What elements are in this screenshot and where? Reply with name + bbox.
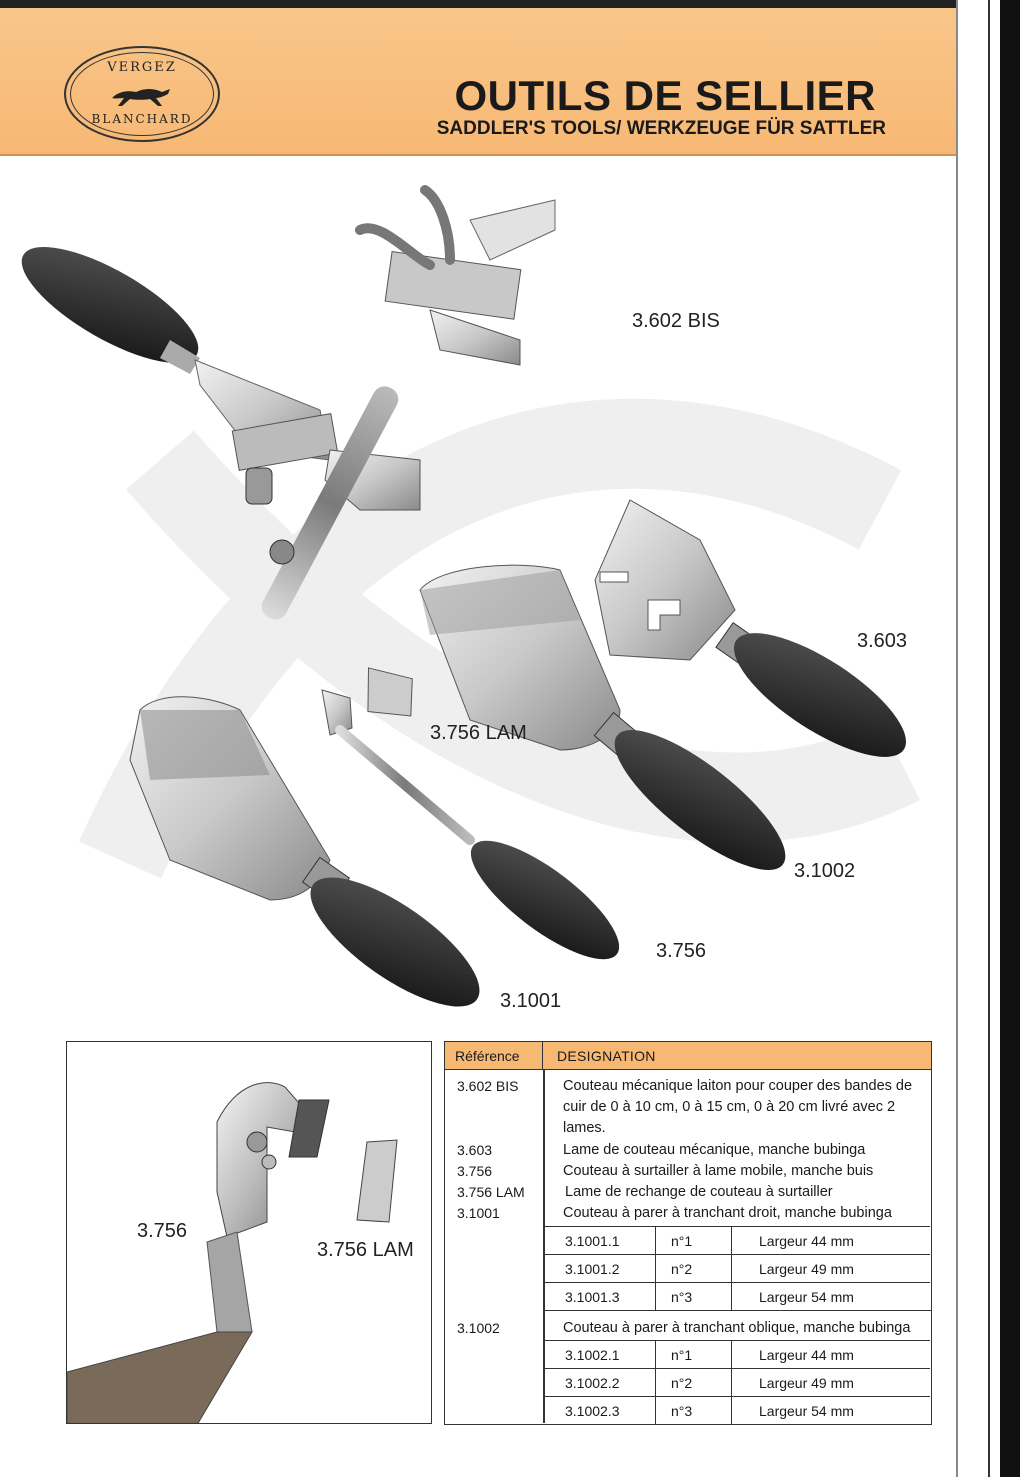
sub-width: Largeur 49 mm [759,1375,854,1391]
table-header [445,1042,931,1070]
row-code: 3.602 BIS [457,1078,519,1094]
running-dog-icon [106,80,176,110]
cell-divider [655,1369,656,1396]
header-reference: Référence [445,1042,543,1070]
sub-num: n°2 [671,1261,693,1277]
sub-num: n°3 [671,1289,693,1305]
sub-num: n°1 [671,1347,693,1363]
logo-text-bottom: BLANCHARD [91,112,193,126]
cell-divider [655,1255,656,1282]
row-code: 3.1002 [457,1320,500,1336]
row-code: 3.1001 [457,1205,500,1221]
row-desc: Couteau à surtailler à lame mobile, manche buis [563,1163,874,1179]
label-3602bis: 3.602 BIS [632,310,720,332]
label-3603: 3.603 [857,630,908,652]
label-3756: 3.756 [656,940,707,962]
sub-num: n°3 [671,1403,693,1419]
row-code: 3.756 LAM [457,1184,525,1200]
label-31001: 3.1001 [500,990,562,1012]
subtable-31002 [543,1340,930,1425]
sub-ref: 3.1002.2 [565,1375,620,1391]
reference-table [444,1041,932,1425]
top-rule [0,0,958,8]
sub-width: Largeur 44 mm [759,1233,854,1249]
sub-ref: 3.1001.1 [565,1233,620,1249]
binding-line-inner [956,0,958,1477]
sub-ref: 3.1002.1 [565,1347,620,1363]
header-designation: DESIGNATION [557,1048,656,1064]
table-row [543,1283,930,1311]
cell-divider [655,1283,656,1311]
sub-num: n°2 [671,1375,693,1391]
table-row [543,1341,930,1369]
inset-label-3756: 3.756 [137,1220,188,1242]
label-31002: 3.1002 [794,860,856,882]
cell-divider [731,1369,732,1396]
table-row [543,1369,930,1397]
tool-3602bis-image [6,190,555,624]
row-code: 3.603 [457,1142,493,1158]
sub-ref: 3.1002.3 [565,1403,620,1419]
inset-photo [67,1042,432,1424]
row-desc: Lame de couteau mécanique, manche bubinga [563,1142,866,1158]
cell-divider [731,1227,732,1254]
label-3756lam: 3.756 LAM [430,722,527,744]
sub-width: Largeur 54 mm [759,1403,854,1419]
sub-ref: 3.1001.3 [565,1289,620,1305]
sub-ref: 3.1001.2 [565,1261,620,1277]
subtable-31001 [543,1226,930,1311]
binding-bar [1000,0,1020,1477]
cell-divider [731,1255,732,1282]
cell-divider [731,1283,732,1311]
cell-divider [655,1341,656,1368]
page-title: OUTILS DE SELLIER [454,72,876,119]
row-desc: Lame de rechange de couteau à surtailler [565,1184,833,1200]
row-code: 3.756 [457,1163,493,1179]
cell-divider [655,1397,656,1425]
page-header [0,8,958,156]
product-photo [0,160,956,1030]
sub-width: Largeur 49 mm [759,1261,854,1277]
row-desc: Couteau à parer à tranchant droit, manche bubinga [563,1205,892,1221]
brand-logo [64,46,220,142]
page-subtitle: SADDLER'S TOOLS/ WERKZEUGE FÜR SATTLER [436,118,886,139]
cell-divider [655,1227,656,1254]
inset-label-3756lam: 3.756 LAM [317,1239,414,1261]
row-divider [543,1310,931,1311]
table-row [543,1227,930,1255]
logo-text-top: VERGEZ [107,60,177,75]
cell-divider [731,1397,732,1425]
table-row [543,1397,930,1425]
row-desc: Couteau mécanique laiton pour couper des bandes de cuir de 0 à 10 cm, 0 à 15 cm, 0 à 20 cm livré avec 2 lames. [563,1078,913,1136]
sub-width: Largeur 44 mm [759,1347,854,1363]
binding-line-outer [988,0,990,1477]
inset-photo-frame [66,1041,432,1424]
sub-width: Largeur 54 mm [759,1289,854,1305]
row-desc: Couteau à parer à tranchant oblique, manche bubinga [563,1320,911,1336]
sub-num: n°1 [671,1233,693,1249]
table-row [543,1255,930,1283]
cell-divider [731,1341,732,1368]
